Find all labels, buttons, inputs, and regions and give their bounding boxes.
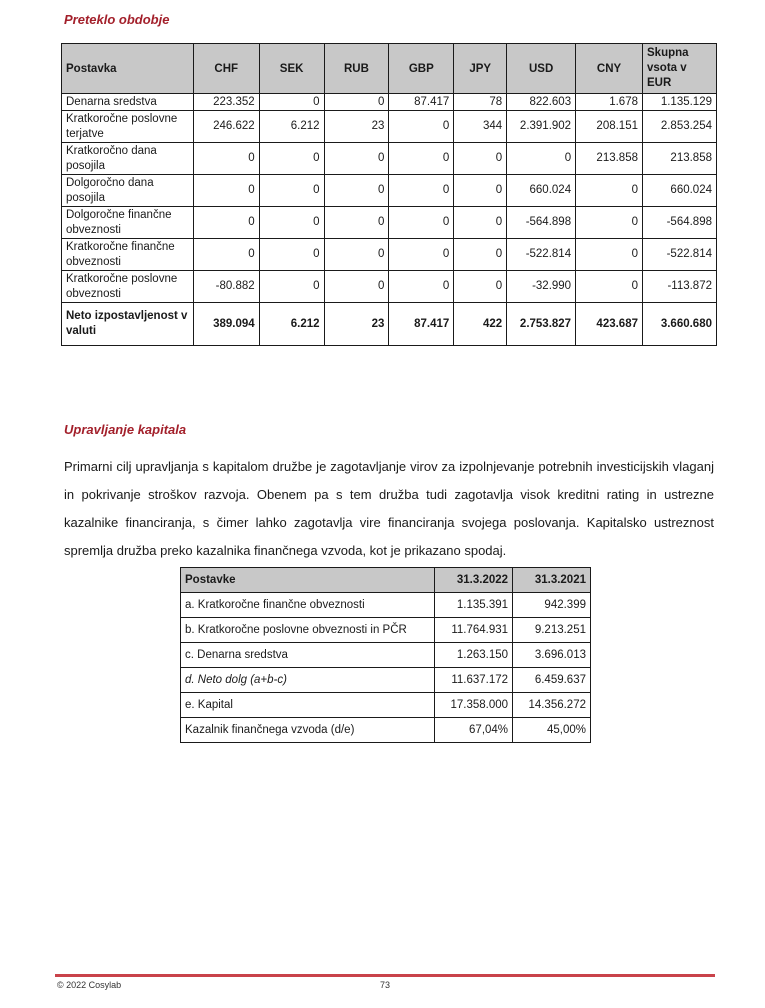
row-label: Kratkoročne poslovne obveznosti: [62, 271, 194, 303]
cell: 1.135.391: [435, 593, 513, 618]
row-label: c. Denarna sredstva: [181, 643, 435, 668]
cell: 213.858: [643, 143, 717, 175]
cell: 2.391.902: [507, 111, 576, 143]
cell: 1.135.129: [643, 94, 717, 111]
cell: 0: [324, 207, 389, 239]
cell: 6.459.637: [513, 668, 591, 693]
header-gbp: GBP: [389, 44, 454, 94]
header-rub: RUB: [324, 44, 389, 94]
cell: 0: [454, 207, 507, 239]
cell: 0: [324, 94, 389, 111]
cell: 213.858: [576, 143, 643, 175]
header-chf: CHF: [193, 44, 259, 94]
cell: -522.814: [507, 239, 576, 271]
cell: 0: [454, 271, 507, 303]
cell: 0: [193, 239, 259, 271]
cell: 0: [259, 271, 324, 303]
currency-exposure-table: [61, 43, 717, 346]
footer-divider: [55, 974, 715, 977]
header-postavka: Postavka: [62, 44, 194, 94]
cell: 6.212: [259, 111, 324, 143]
body-paragraph: Primarni cilj upravljanja s kapitalom družbe je zagotavljanje virov za izpolnjevanje potrebnih investicijskih vlaganj in pokrivanje stroškov razvoja. Obenem pa s tem družba tudi zagotavlja visok kreditni rating in ustrezne kazalnike financiranja, s čimer lahko zagotavlja vire financiranja svojega poslovanja. Kapitalsko ustreznost spremlja družba preko kazalnika finančnega vzvoda, kot je prikazano spodaj.: [64, 459, 714, 558]
cell: 344: [454, 111, 507, 143]
header-postavke: Postavke: [181, 568, 435, 593]
row-label: Denarna sredstva: [62, 94, 194, 111]
row-label: Kratkoročno dana posojila: [62, 143, 194, 175]
cell: 3.660.680: [643, 303, 717, 346]
cell: 0: [389, 271, 454, 303]
cell: 6.212: [259, 303, 324, 346]
cell: -113.872: [643, 271, 717, 303]
cell: 660.024: [507, 175, 576, 207]
table-header-row: [62, 44, 717, 94]
header-2021: 31.3.2021: [513, 568, 591, 593]
row-label: e. Kapital: [181, 693, 435, 718]
section-title-preteklo-obdobje: Preteklo obdobje: [64, 12, 170, 27]
cell: 0: [324, 239, 389, 271]
cell: 17.358.000: [435, 693, 513, 718]
cell: 423.687: [576, 303, 643, 346]
cell: 660.024: [643, 175, 717, 207]
cell: 0: [259, 175, 324, 207]
cell: 9.213.251: [513, 618, 591, 643]
cell: 0: [259, 143, 324, 175]
cell: 0: [454, 143, 507, 175]
header-sek: SEK: [259, 44, 324, 94]
table-row: [181, 693, 591, 718]
cell: 822.603: [507, 94, 576, 111]
table-row: [62, 175, 717, 207]
cell: 0: [389, 111, 454, 143]
cell: 23: [324, 303, 389, 346]
cell: 11.764.931: [435, 618, 513, 643]
cell: 87.417: [389, 303, 454, 346]
cell: 0: [576, 175, 643, 207]
cell: 0: [389, 207, 454, 239]
header-jpy: JPY: [454, 44, 507, 94]
cell: 0: [454, 239, 507, 271]
table-row: [181, 718, 591, 743]
table-row: [62, 207, 717, 239]
cell: 78: [454, 94, 507, 111]
cell: 0: [507, 143, 576, 175]
table-row: [181, 643, 591, 668]
cell: 1.263.150: [435, 643, 513, 668]
row-label: b. Kratkoročne poslovne obveznosti in PČR: [181, 618, 435, 643]
table-row: [181, 618, 591, 643]
page-number: 73: [380, 980, 391, 990]
header-cny: CNY: [576, 44, 643, 94]
cell: 0: [324, 271, 389, 303]
cell: -80.882: [193, 271, 259, 303]
table-row: [181, 668, 591, 693]
header-usd: USD: [507, 44, 576, 94]
cell: 208.151: [576, 111, 643, 143]
cell: 0: [576, 207, 643, 239]
cell: 2.753.827: [507, 303, 576, 346]
cell: 0: [193, 143, 259, 175]
cell: 14.356.272: [513, 693, 591, 718]
table-total-row: [62, 303, 717, 346]
table-row: [62, 271, 717, 303]
cell: 0: [193, 207, 259, 239]
leverage-ratio-table: [180, 567, 591, 743]
cell: 87.417: [389, 94, 454, 111]
cell: 11.637.172: [435, 668, 513, 693]
cell: 45,00%: [513, 718, 591, 743]
header-total-eur: Skupna vsota v EUR: [643, 44, 717, 94]
table-row: [181, 593, 591, 618]
row-label: Kratkoročne finančne obveznosti: [62, 239, 194, 271]
cell: 0: [454, 175, 507, 207]
section-title-upravljanje-kapitala: Upravljanje kapitala: [64, 422, 187, 437]
row-label: Dolgoročne finančne obveznosti: [62, 207, 194, 239]
cell: 0: [259, 207, 324, 239]
cell: 0: [324, 143, 389, 175]
table-row: [62, 143, 717, 175]
cell: 0: [389, 239, 454, 271]
total-label: Neto izpostavljenost v valuti: [62, 303, 194, 346]
cell: 422: [454, 303, 507, 346]
cell: 0: [259, 239, 324, 271]
cell: 23: [324, 111, 389, 143]
cell: 223.352: [193, 94, 259, 111]
cell: 942.399: [513, 593, 591, 618]
cell: 0: [324, 175, 389, 207]
cell: -32.990: [507, 271, 576, 303]
footer-copyright: © 2022 Cosylab: [57, 980, 122, 990]
cell: 67,04%: [435, 718, 513, 743]
cell: -564.898: [507, 207, 576, 239]
cell: 3.696.013: [513, 643, 591, 668]
cell: 0: [576, 239, 643, 271]
cell: -564.898: [643, 207, 717, 239]
row-label: Kratkoročne poslovne terjatve: [62, 111, 194, 143]
table-row: [62, 111, 717, 143]
row-label: Kazalnik finančnega vzvoda (d/e): [181, 718, 435, 743]
cell: 0: [259, 94, 324, 111]
cell: 0: [576, 271, 643, 303]
table-row: [62, 239, 717, 271]
cell: -522.814: [643, 239, 717, 271]
row-label: d. Neto dolg (a+b-c): [181, 668, 435, 693]
table-row: [62, 94, 717, 111]
cell: 0: [193, 175, 259, 207]
cell: 246.622: [193, 111, 259, 143]
cell: 0: [389, 143, 454, 175]
header-2022: 31.3.2022: [435, 568, 513, 593]
row-label: Dolgoročno dana posojila: [62, 175, 194, 207]
cell: 389.094: [193, 303, 259, 346]
cell: 1.678: [576, 94, 643, 111]
cell: 2.853.254: [643, 111, 717, 143]
table-header-row: [181, 568, 591, 593]
row-label: a. Kratkoročne finančne obveznosti: [181, 593, 435, 618]
cell: 0: [389, 175, 454, 207]
